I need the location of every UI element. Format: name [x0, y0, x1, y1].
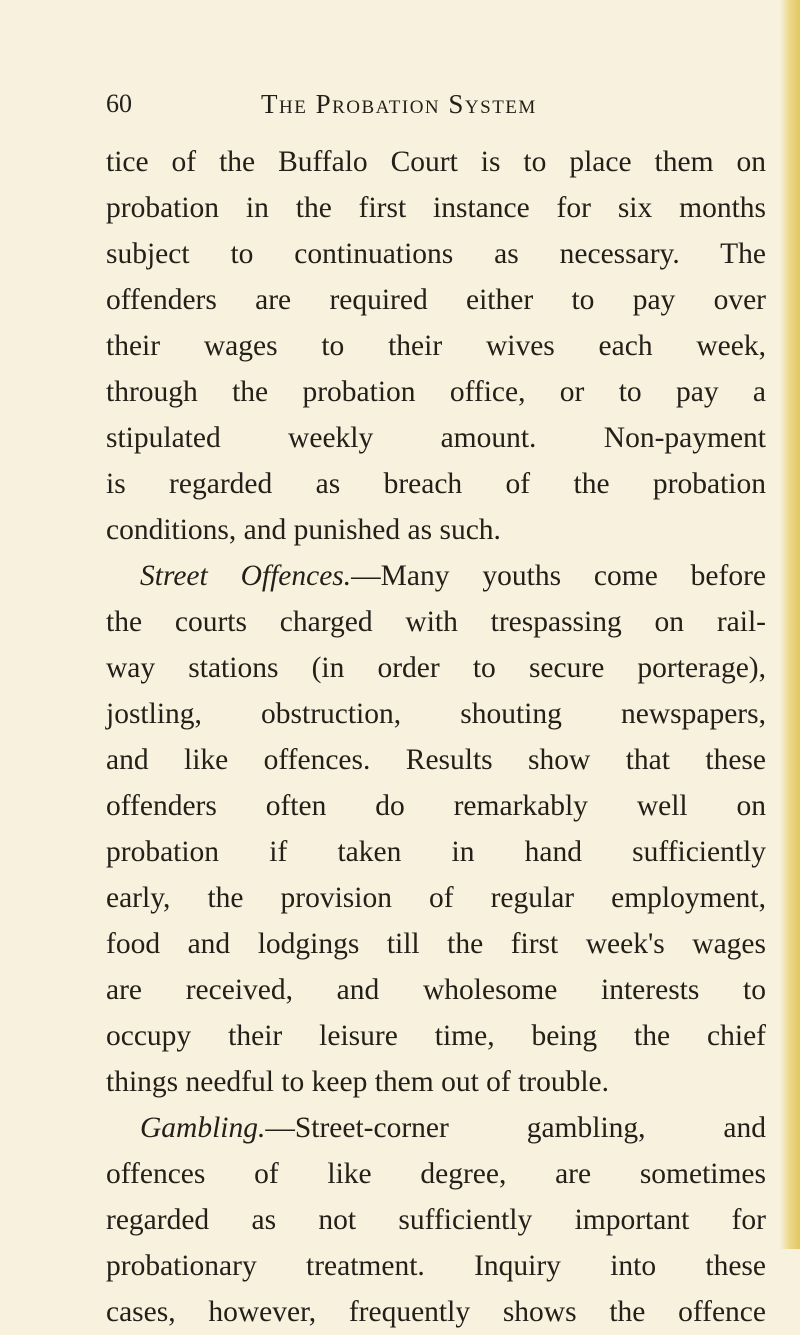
text-line: are received, and wholesome interests to	[106, 974, 766, 1006]
text-line: their wages to their wives each week,	[106, 330, 766, 362]
text-line: offenders often do remarkably well on	[106, 790, 766, 822]
text-line: regarded as not sufficiently important for	[106, 1204, 766, 1236]
text-line: conditions, and punished as such.	[106, 514, 501, 546]
page-edge	[780, 0, 800, 1249]
page-header	[106, 88, 766, 128]
text-line: jostling, obstruction, shouting newspapers,	[106, 698, 766, 730]
text-line	[106, 1105, 766, 1151]
text-line: subject to continuations as necessary. The	[106, 238, 766, 270]
body-text	[106, 139, 766, 1335]
text-run: —Many youths come before	[351, 560, 767, 592]
text-line	[106, 553, 766, 599]
text-line: occupy their leisure time, being the chief	[106, 1020, 766, 1052]
section-heading-gambling: Gambling.	[140, 1112, 266, 1144]
text-line: the courts charged with trespassing on rail-	[106, 606, 766, 638]
text-line: probationary treatment. Inquiry into these	[106, 1250, 766, 1282]
page-number: 60	[106, 89, 132, 118]
text-line: is regarded as breach of the probation	[106, 468, 766, 500]
text-line: early, the provision of regular employment,	[106, 882, 766, 914]
text-line: things needful to keep them out of trouble.	[106, 1066, 610, 1098]
running-head: The Probation System	[261, 89, 537, 119]
text-run: —Street-corner gambling, and	[265, 1112, 766, 1144]
text-line: offenders are required either to pay over	[106, 284, 766, 316]
text-line: offences of like degree, are sometimes	[106, 1158, 766, 1190]
section-heading-street-offences: Street Offences.	[140, 560, 352, 592]
text-line: tice of the Buffalo Court is to place them on	[106, 146, 766, 178]
text-line: food and lodgings till the first week's wages	[106, 928, 766, 960]
text-line: probation if taken in hand sufficiently	[106, 836, 766, 868]
text-line: way stations (in order to secure porterage),	[106, 652, 766, 684]
text-line: and like offences. Results show that these	[106, 744, 766, 776]
text-line: stipulated weekly amount. Non-payment	[106, 422, 766, 454]
text-line: cases, however, frequently shows the offence	[106, 1296, 766, 1328]
text-line: probation in the first instance for six months	[106, 192, 766, 224]
text-line: through the probation office, or to pay a	[106, 376, 766, 408]
